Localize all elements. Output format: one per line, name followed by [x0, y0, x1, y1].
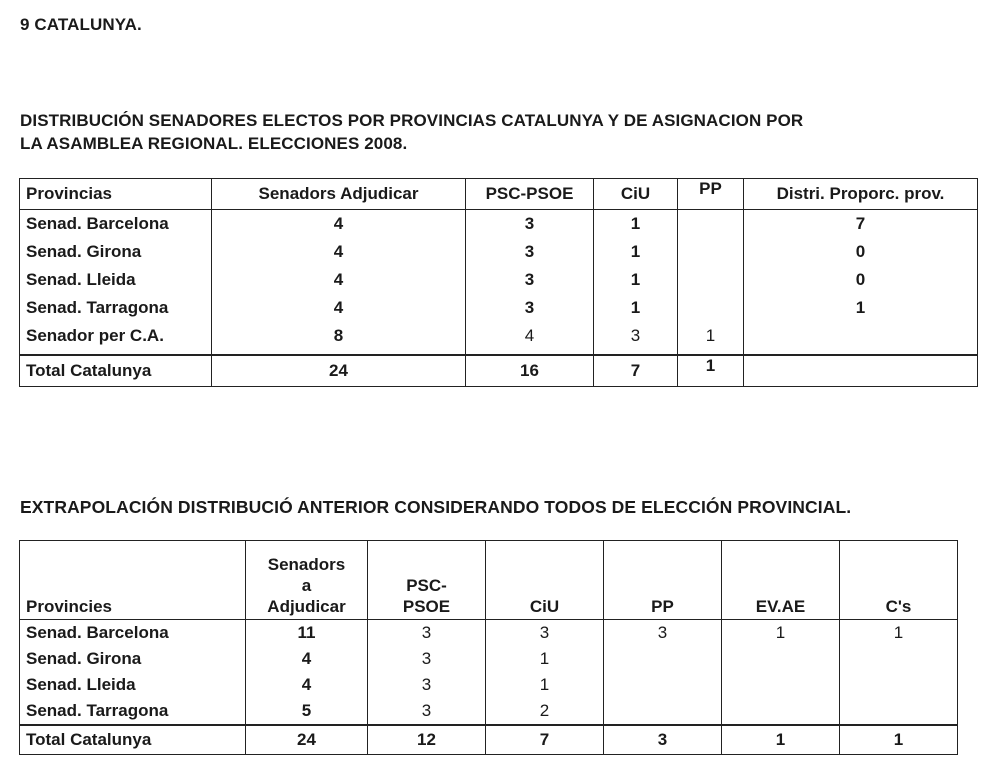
col-header-pp: PP — [678, 179, 744, 210]
total-label: Total Catalunya — [20, 725, 246, 755]
value-cell: 3 — [368, 646, 486, 672]
total-cell: 12 — [368, 725, 486, 755]
value-cell: 1 — [744, 294, 978, 322]
total-label: Total Catalunya — [20, 355, 212, 387]
value-cell: 3 — [368, 672, 486, 698]
table-row — [20, 294, 978, 322]
value-cell — [604, 646, 722, 672]
value-cell: 4 — [212, 210, 466, 239]
value-cell — [722, 646, 840, 672]
col-header-ciu: CiU — [486, 541, 604, 620]
province-cell: Senad. Lleida — [20, 266, 212, 294]
value-cell: 1 — [486, 646, 604, 672]
value-cell: 1 — [594, 294, 678, 322]
value-cell: 3 — [466, 238, 594, 266]
total-cell: 1 — [722, 725, 840, 755]
value-cell — [678, 210, 744, 239]
col-header-provincias: Provincias — [20, 179, 212, 210]
province-cell: Senador per C.A. — [20, 322, 212, 355]
value-cell: 3 — [466, 266, 594, 294]
total-row — [20, 725, 958, 755]
value-cell: 7 — [744, 210, 978, 239]
table-row — [20, 620, 958, 647]
value-cell: 1 — [486, 672, 604, 698]
table-row — [20, 672, 958, 698]
total-cell: 7 — [594, 355, 678, 387]
value-cell — [678, 294, 744, 322]
header-line: Adjudicar — [267, 597, 346, 616]
value-cell: 4 — [212, 294, 466, 322]
col-header-ciu: CiU — [594, 179, 678, 210]
value-cell: 3 — [368, 698, 486, 725]
table1-title-line2: LA ASAMBLEA REGIONAL. ELECCIONES 2008. — [20, 134, 408, 153]
value-cell: 1 — [722, 620, 840, 647]
value-cell — [840, 672, 958, 698]
col-header-senadors: Senadors Adjudicar — [212, 179, 466, 210]
header-line: Senadors — [267, 555, 346, 574]
value-cell: 3 — [486, 620, 604, 647]
col-header-distri: Distri. Proporc. prov. — [744, 179, 978, 210]
value-cell — [678, 238, 744, 266]
value-cell: 4 — [212, 238, 466, 266]
table-row — [20, 210, 978, 239]
value-cell: 3 — [466, 294, 594, 322]
value-cell: 11 — [246, 620, 368, 647]
total-cell: 1 — [678, 355, 744, 387]
value-cell: 5 — [246, 698, 368, 725]
total-cell: 16 — [466, 355, 594, 387]
value-cell: 1 — [594, 238, 678, 266]
senators-distribution-table — [19, 178, 978, 387]
province-cell: Senad. Girona — [20, 238, 212, 266]
col-header-senadors — [246, 541, 368, 620]
total-cell: 1 — [840, 725, 958, 755]
province-cell: Senad. Barcelona — [20, 620, 246, 647]
section-title: 9 CATALUNYA. — [20, 15, 142, 34]
col-header-psc-psoe — [368, 541, 486, 620]
value-cell: 4 — [246, 646, 368, 672]
value-cell — [604, 672, 722, 698]
table-row — [20, 646, 958, 672]
table-row — [20, 238, 978, 266]
value-cell: 8 — [212, 322, 466, 355]
value-cell: 1 — [678, 322, 744, 355]
value-cell — [722, 698, 840, 725]
value-cell: 4 — [466, 322, 594, 355]
table2-title: EXTRAPOLACIÓN DISTRIBUCIÓ ANTERIOR CONSIDERANDO TODOS DE ELECCIÓN PROVINCIAL. — [20, 497, 852, 517]
table2-header-row — [20, 541, 958, 620]
value-cell: 3 — [368, 620, 486, 647]
value-cell — [744, 322, 978, 355]
header-line: a — [301, 576, 312, 595]
value-cell: 1 — [594, 266, 678, 294]
value-cell: 4 — [212, 266, 466, 294]
extrapolation-table — [19, 540, 958, 755]
value-cell — [722, 672, 840, 698]
col-header-cs: C's — [840, 541, 958, 620]
table-row — [20, 322, 978, 355]
value-cell — [840, 646, 958, 672]
table-row — [20, 266, 978, 294]
total-row — [20, 355, 978, 387]
table1-title-line1: DISTRIBUCIÓN SENADORES ELECTOS POR PROVINCIAS CATALUNYA Y DE ASIGNACION POR — [20, 111, 804, 130]
header-line: PSC- — [406, 576, 447, 595]
value-cell: 1 — [594, 210, 678, 239]
value-cell: 2 — [486, 698, 604, 725]
col-header-psc-psoe: PSC-PSOE — [466, 179, 594, 210]
table-row — [20, 698, 958, 725]
value-cell: 3 — [604, 620, 722, 647]
province-cell: Senad. Girona — [20, 646, 246, 672]
table1-header-row — [20, 179, 978, 210]
total-cell — [744, 355, 978, 387]
value-cell — [840, 698, 958, 725]
value-cell: 3 — [466, 210, 594, 239]
value-cell: 3 — [594, 322, 678, 355]
value-cell: 0 — [744, 266, 978, 294]
total-cell: 24 — [246, 725, 368, 755]
col-header-provincies: Provincies — [20, 541, 246, 620]
value-cell — [604, 698, 722, 725]
value-cell — [678, 266, 744, 294]
total-cell: 24 — [212, 355, 466, 387]
total-cell: 7 — [486, 725, 604, 755]
col-header-evae: EV.AE — [722, 541, 840, 620]
header-line: PSOE — [402, 597, 451, 616]
col-header-pp: PP — [604, 541, 722, 620]
value-cell: 1 — [840, 620, 958, 647]
value-cell: 4 — [246, 672, 368, 698]
value-cell: 0 — [744, 238, 978, 266]
total-cell: 3 — [604, 725, 722, 755]
province-cell: Senad. Tarragona — [20, 294, 212, 322]
province-cell: Senad. Barcelona — [20, 210, 212, 239]
province-cell: Senad. Tarragona — [20, 698, 246, 725]
province-cell: Senad. Lleida — [20, 672, 246, 698]
